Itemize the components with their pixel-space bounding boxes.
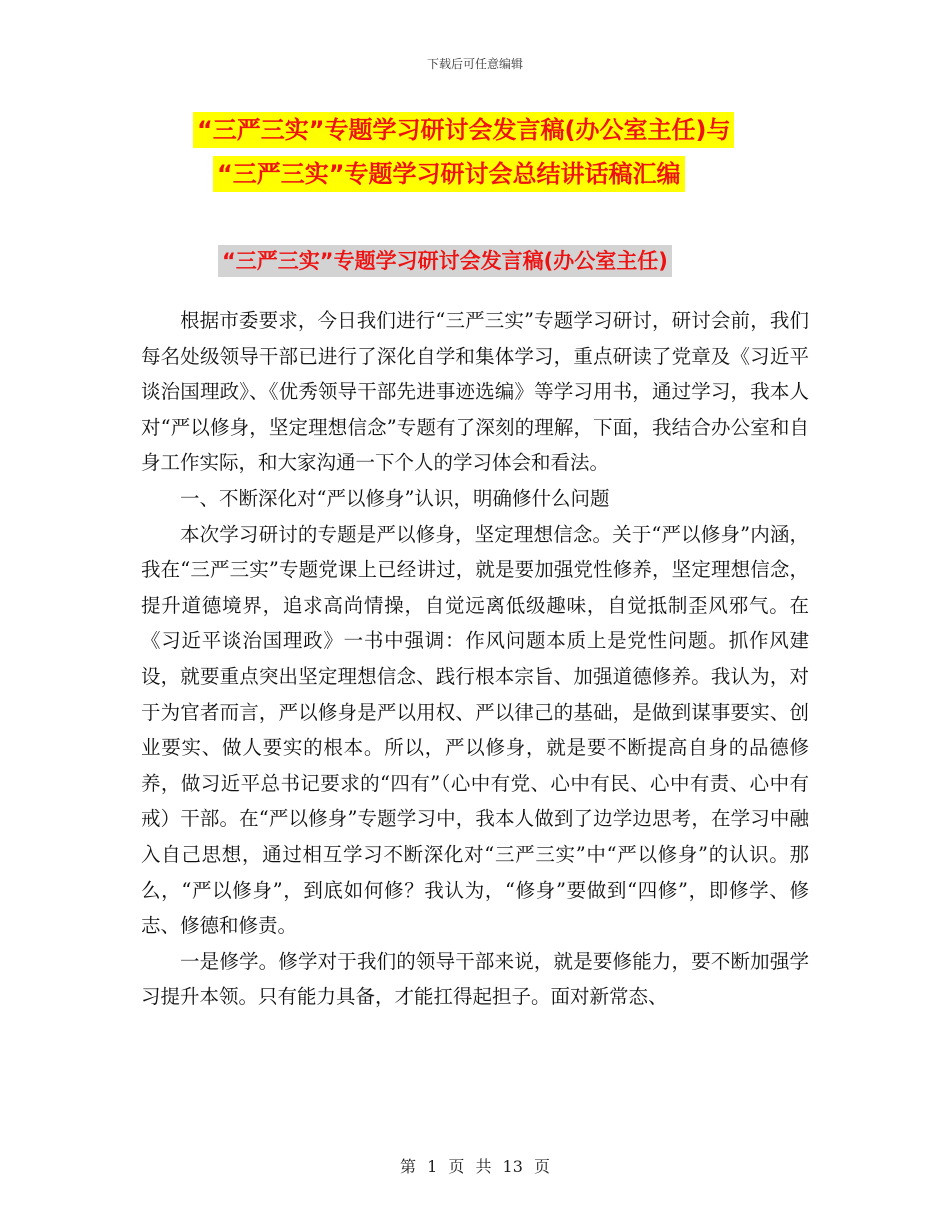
page-footer: 第 1 页 共 13 页 (400, 1157, 550, 1176)
header-note: 下载后可任意编辑 (426, 57, 523, 71)
body-text (141, 303, 809, 1015)
paragraph: 一是修学。修学对于我们的领导干部来说，就是要修能力，要不断加强学习提升本领。只有能力具备，才能扛得起担子。面对新常态、 (141, 949, 809, 1009)
document-title-line-1: “三严三实”专题学习研讨会发言稿(办公室主任)与 (193, 112, 734, 148)
paragraph: 本次学习研讨的专题是严以修身，坚定理想信念。关于“严以修身”内涵，我在“三严三实”专题党课上已经讲过，就是要加强党性修养，坚定理想信念，提升道德境界，追求高尚情操，自觉远离低级趣味，自觉抵制歪风邪气。在《习近平谈治国理政》一书中强调：作风问题本质上是党性问题。抓作风建设，就要重点突出坚定理想信念、践行根本宗旨、加强道德修养。我认为，对于为官者而言，严以修身是严以用权、严以律己的基础，是做到谋事要实、创业要实、做人要实的根本。所以，严以修身，就是要不断提高自身的品德修养，做习近平总书记要求的“四有”（心中有党、心中有民、心中有责、心中有戒）干部。在“严以修身”专题学习中，我本人做到了边学边思考，在学习中融入自己思想，通过相互学习不断深化对“三严三实”中“严以修身”的认识。那么，“严以修身”，到底如何修？我认为，“修身”要做到“四修”，即修学、修志、修德和修责。 (141, 522, 809, 938)
section-title: “三严三实”专题学习研讨会发言稿(办公室主任) (218, 245, 672, 277)
document-title-line-2: “三严三实”专题学习研讨会总结讲话稿汇编 (213, 156, 685, 192)
section-heading: 一、不断深化对“严以修身”认识，明确修什么问题 (180, 486, 610, 510)
paragraph: 根据市委要求，今日我们进行“三严三实”专题学习研讨，研讨会前，我们每名处级领导干部已进行了深化自学和集体学习，重点研读了党章及《习近平谈治国理政》、《优秀领导干部先进事迹选编》等学习用书，通过学习，我本人对“严以修身，坚定理想信念”专题有了深刻的理解，下面，我结合办公室和自身工作实际，和大家沟通一下个人的学习体会和看法。 (141, 309, 809, 475)
